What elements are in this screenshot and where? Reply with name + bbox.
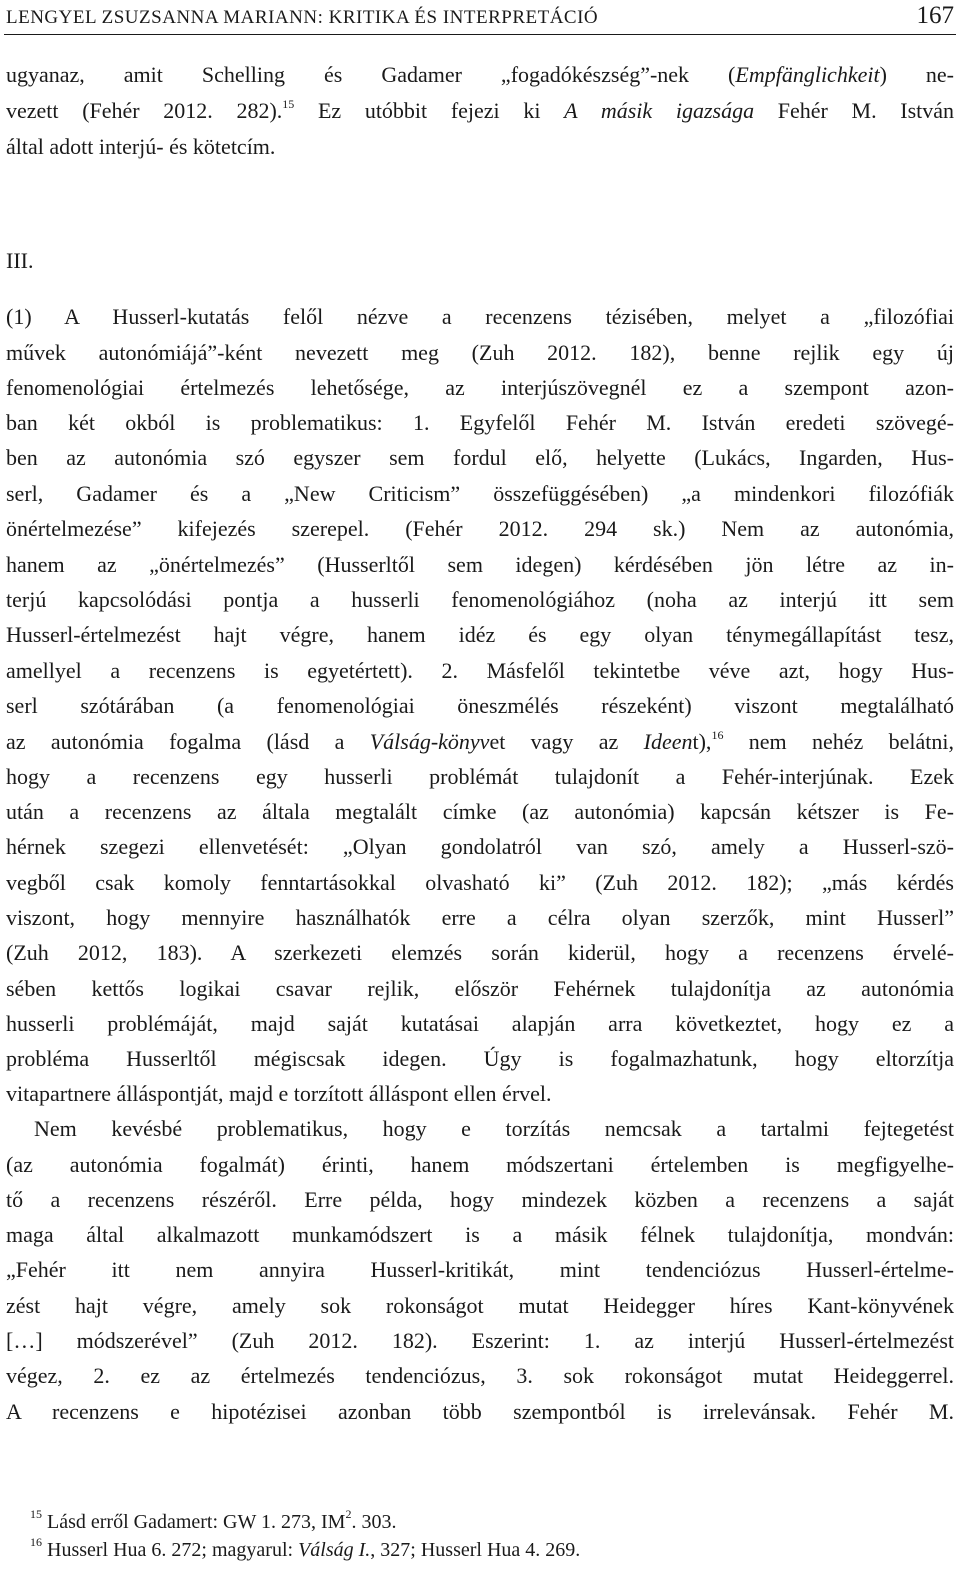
footnote-marker: 16 (711, 727, 724, 742)
text-segment: tő a recenzens részéről. Erre példa, hogy mindezek közben a recenzens a saját (6, 1187, 954, 1212)
footnote-marker: 16 (30, 1535, 42, 1550)
text-segment: az autonómia fogalma (lásd a (6, 729, 370, 754)
italic-title: Válság-könyv (369, 729, 490, 754)
text-segment: husserli problémáját, majd saját kutatásai alapján arra következtet, hogy ez a (6, 1011, 954, 1036)
text-segment: vegből csak komoly fenntartásokkal olvasható ki” (Zuh 2012. 182); „más kérdés (6, 870, 954, 895)
text-segment: maga által alkalmazott munkamódszert is a másik félnek tulajdonítja, mondván: (6, 1222, 954, 1247)
text-segment: (az autonómia fogalmát) érinti, hanem módszertani értelemben is megfigyelhe- (6, 1152, 954, 1177)
text-segment: ) ne- (879, 62, 954, 87)
footnote (30, 1536, 580, 1564)
text-line (6, 1253, 954, 1287)
text-segment: vezett (Fehér 2012. 282). (6, 98, 283, 123)
text-segment: . 303. (351, 1511, 397, 1533)
footnote (30, 1508, 396, 1536)
text-segment: hogy a recenzens egy husserli problémát tulajdonít a Fehér-interjúnak. Ezek (6, 764, 954, 789)
text-line (6, 336, 954, 370)
text-segment: zést hajt végre, amely sok rokonságot mutat Heidegger híres Kant-könyvének (6, 1293, 954, 1318)
running-title: LENGYEL ZSUZSANNA MARIANN: KRITIKA ÉS INTERPRETÁCIÓ (6, 7, 599, 28)
text-segment: et vagy az (489, 729, 644, 754)
footnote-marker: 2 (345, 1507, 352, 1522)
text-line (6, 936, 954, 970)
text-line (6, 477, 954, 511)
text-line (6, 1183, 954, 1217)
italic-title: Ideen (643, 729, 693, 754)
text-segment: ugyanaz, amit Schelling és Gadamer „fogadókészség”-nek ( (6, 62, 736, 87)
text-line (6, 901, 954, 935)
text-line (6, 830, 954, 864)
text-segment: hérnek szegezi ellenvetését: „Olyan gondolatról van szó, amely a Husserl-szö- (6, 834, 954, 859)
text-line (6, 654, 954, 688)
text-line (6, 1042, 954, 1076)
text-line (6, 760, 954, 794)
text-line (6, 972, 954, 1006)
text-line (6, 1395, 954, 1429)
text-line (6, 94, 954, 128)
running-head (6, 2, 954, 32)
text-line (6, 548, 954, 582)
text-line (6, 1359, 954, 1393)
text-line (6, 1112, 954, 1146)
text-segment: sében kettős logikai csavar rejlik, először Fehérnek tulajdonítja az autonómia (6, 976, 954, 1001)
text-segment: Nem kevésbé problematikus, hogy e torzítás nemcsak a tartalmi fejtegetést (34, 1116, 954, 1141)
text-segment: ben az autonómia szó egyszer sem fordul elő, helyette (Lukács, Ingarden, Hus- (6, 445, 954, 470)
text-segment: […] módszerével” (Zuh 2012. 182). Eszerint: 1. az interjú Husserl-értelmezést (6, 1328, 954, 1353)
text-line (6, 866, 954, 900)
text-line (6, 1289, 954, 1323)
text-line (6, 441, 954, 475)
italic-title: Válság I. (298, 1539, 371, 1561)
text-segment: ban két okból is problematikus: 1. Egyfelől Fehér M. István eredeti szövegé- (6, 410, 954, 435)
text-segment: vitapartnere álláspontját, majd e torzított álláspont ellen érvel. (6, 1081, 552, 1106)
text-line (6, 583, 954, 617)
text-segment: serl szótárában (a fenomenológiai öneszmélés részeként) viszont megtalálható (6, 693, 954, 718)
text-segment: végez, 2. ez az értelmezés tendenciózus, 3. sok rokonságot mutat Heideggerrel. (6, 1363, 954, 1388)
text-segment: Ez utóbbit fejezi ki (294, 98, 565, 123)
text-line (6, 1077, 954, 1111)
text-segment: Husserl-értelmezést hajt végre, hanem idéz és egy olyan ténymegállapítást tesz, (6, 622, 954, 647)
text-segment: viszont, hogy mennyire használhatók erre a célra olyan szerzők, mint Husserl” (6, 905, 954, 930)
header-rule (4, 34, 956, 35)
italic-title: A másik igazsága (564, 98, 755, 123)
text-segment: hanem az „önértelmezés” (Husserltől sem idegen) kérdésében jön létre az in- (6, 552, 954, 577)
text-line (6, 130, 954, 164)
text-segment: után a recenzens az általa megtalált címke (az autonómia) kapcsán kétszer is Fe- (6, 799, 954, 824)
footnote-marker: 15 (30, 1507, 42, 1522)
text-line (6, 58, 954, 92)
text-line (6, 371, 954, 405)
text-line (6, 1324, 954, 1358)
text-line (6, 795, 954, 829)
text-segment: probléma Husserltől mégiscsak idegen. Úgy is fogalmazhatunk, hogy eltorzítja (6, 1046, 954, 1071)
text-segment: Fehér M. István (754, 98, 954, 123)
italic-title: Empfänglichkeit (735, 62, 880, 87)
text-line (6, 244, 954, 278)
text-segment: terjú kapcsolódási pontja a husserli fenomenológiához (noha az interjú itt sem (6, 587, 954, 612)
text-line (6, 618, 954, 652)
text-line (6, 406, 954, 440)
page-number: 167 (916, 2, 954, 29)
text-segment: „Fehér itt nem annyira Husserl-kritikát, mint tendenciózus Husserl-értelme- (6, 1257, 954, 1282)
text-segment: önértelmezése” kifejezés szerepel. (Fehér 2012. 294 sk.) Nem az autonómia, (6, 516, 954, 541)
text-segment: művek autonómiájá”-ként nevezett meg (Zuh 2012. 182), benne rejlik egy új (6, 340, 954, 365)
text-segment: t), (692, 729, 712, 754)
text-segment: által adott interjú- és kötetcím. (6, 134, 276, 159)
text-segment: fenomenológiai értelmezés lehetősége, az interjúszövegnél ez a szempont azon- (6, 375, 954, 400)
text-line (6, 300, 954, 334)
text-line (6, 1218, 954, 1252)
text-segment: nem nehéz belátni, (723, 729, 954, 754)
text-segment: A recenzens e hipotézisei azonban több szempontból is irrelevánsak. Fehér M. (6, 1399, 954, 1424)
text-segment: , 327; Husserl Hua 4. 269. (370, 1539, 581, 1561)
text-line (6, 725, 954, 759)
text-segment: Lásd erről Gadamert: GW 1. 273, IM (42, 1511, 346, 1533)
text-line (6, 689, 954, 723)
text-line (6, 512, 954, 546)
text-line (6, 1007, 954, 1041)
footnote-marker: 15 (282, 96, 295, 111)
text-segment: (1) A Husserl-kutatás felől nézve a recenzens tézisében, melyet a „filozófiai (6, 304, 954, 329)
text-segment: serl, Gadamer és a „New Criticism” összefüggésében) „a mindenkori filozófiák (6, 481, 954, 506)
text-segment: (Zuh 2012, 183). A szerkezeti elemzés során kiderül, hogy a recenzens érvelé- (6, 940, 954, 965)
text-segment: amellyel a recenzens is egyetértett). 2. Másfelől tekintetbe véve azt, hogy Hus- (6, 658, 954, 683)
text-line (6, 1148, 954, 1182)
text-segment: Husserl Hua 6. 272; magyarul: (42, 1539, 299, 1561)
text-segment: III. (6, 248, 34, 273)
